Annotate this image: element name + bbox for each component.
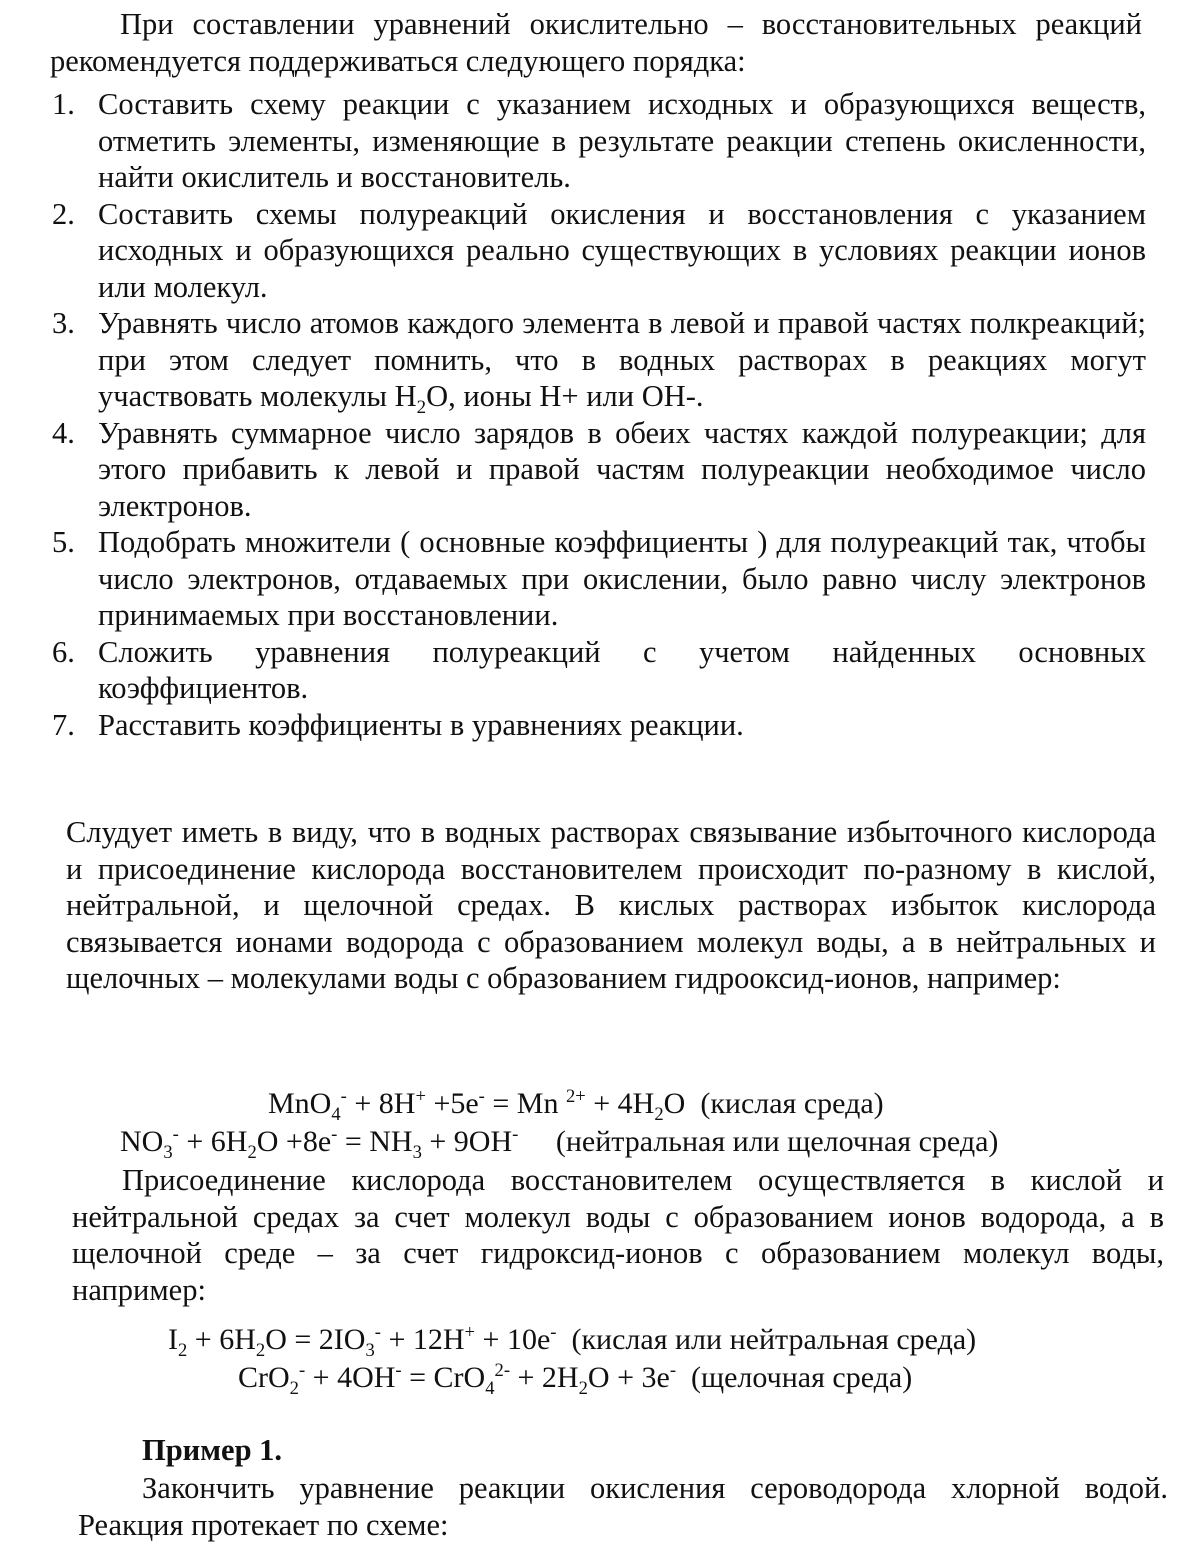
step-text: Сложить уравнения полуреакций с учетом найденных основных коэффициентов. [98,634,1146,705]
step-text-tail: O, ионы H+ или OH-. [426,379,704,413]
step-text: Составить схемы полуреакций окисления и восстановления с указанием исходных и образующихся реально существующих в условиях реакции ионов или молекул. [98,196,1146,304]
example-heading: Пример 1. [142,1433,283,1467]
equation-medium-note: (нейтральная или щелочная среда) [555,1125,999,1158]
step-number: 1. [52,87,75,121]
step-number: 2. [52,196,75,231]
step-6 [50,634,1146,707]
equation-medium-note: (кислая среда) [700,1087,884,1120]
step-text: Уравнять число атомов каждого элемента в левой и правой частях полкреакций; при этом следует помнить, что в водных растворах в реакциях могут участвовать молекулы H [98,306,1146,413]
equation-permanganate: MnO$_4$- + 8H+ +5e- = Mn $^{2+} + 4H_2O$ (кислая среда) [268,1086,884,1125]
step-text: Расставить коэффициенты в уравнениях реакции. [98,707,744,742]
reducer-paragraph [72,1162,1164,1308]
step-7 [50,707,1146,744]
step-number: 4. [52,415,75,450]
equation-medium-note: (кислая или нейтральная среда) [571,1323,977,1356]
equation-iodine: $I_2 + 6H_2O = 2IO_3^- + 12H^+ + 10e^-$ (кислая или нейтральная среда) [168,1322,977,1361]
media-paragraph: Слудует иметь в виду, что в водных растворах связывание избыточного кислорода и присоединение кислорода восстановителем происходит по-разному в кислой, нейтральной, и щелочной средах. В кислых растворах избыток кислорода связывается ионами водорода с образованием молекул воды, а в нейтральных и щелочных – молекулами воды с образованием гидрооксид-ионов, например: [66,815,1156,995]
step-text: Уравнять суммарное число зарядов в обеих частях каждой полуреакции; для этого прибавить к левой и правой частям полуреакции необходимое число электронов. [98,415,1146,523]
equation-chromite: $CrO_2^- + 4OH^- = CrO_4^{2-} + 2H_2O + 3e^-$ (щелочная среда) [238,1360,913,1399]
reducer-text: Присоединение кислорода восстановителем осуществляется в кислой и нейтральной средах за счет молекул воды с образованием ионов водорода, а в щелочной среде – за счет гидроксид-ионов с образованием молекул воды, например: [72,1163,1164,1307]
step-2 [50,196,1146,306]
step-number: 7. [52,707,75,742]
step-1 [50,86,1146,196]
step-text: Подобрать множители ( основные коэффициенты ) для полуреакций так, чтобы число электронов, отдаваемых при окислении, было равно числу электронов принимаемых при восстановлении. [98,525,1146,632]
example-text: Закончить уравнение реакции окисления сероводорода хлорной водой. Реакция протекает по схеме: [78,1471,1168,1542]
intro-paragraph [50,6,1142,79]
step-number: 6. [52,634,75,669]
step-5 [50,524,1146,634]
step-subscript: 2 [416,397,427,419]
step-4 [50,415,1146,525]
equation-medium-note: (щелочная среда) [691,1361,913,1394]
step-number: 3. [52,306,75,340]
step-3 [50,305,1146,419]
steps-list [50,86,1146,743]
equation-nitrate: $NO_3^- + 6H_2O +8e^- = NH_3 + 9OH^-$ (нейтральная или щелочная среда) [120,1124,999,1163]
intro-text: При составлении уравнений окислительно – восстановительных реакций рекомендуется поддерживаться следующего порядка: [50,7,1142,78]
step-number: 5. [52,525,75,559]
step-text: Составить схему реакции с указанием исходных и образующихся веществ, отметить элементы, изменяющие в результате реакции степень окисленности, найти окислитель и восстановитель. [98,87,1146,194]
example-paragraph [78,1470,1168,1543]
